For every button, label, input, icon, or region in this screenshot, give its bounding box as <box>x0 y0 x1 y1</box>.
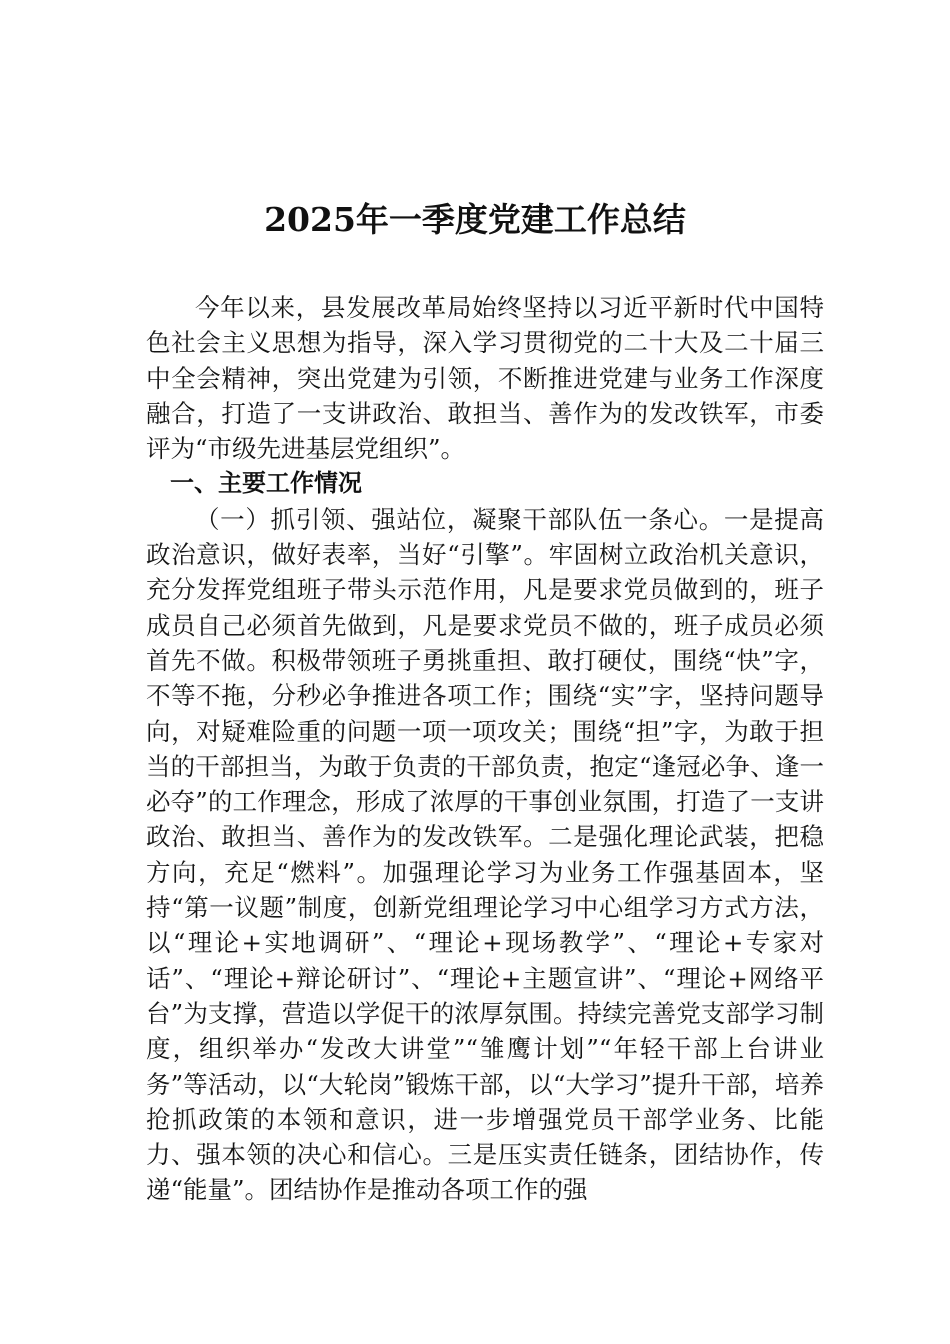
document-title: 2025年一季度党建工作总结 <box>264 200 686 239</box>
document-body <box>146 290 824 1208</box>
section-heading: 一、主要工作情况 <box>170 469 362 498</box>
subsection-paragraph: （一）抓引领、强站位，凝聚干部队伍一条心。一是提高政治意识，做好表率，当好“引擎”。牢固树立政治机关意识，充分发挥党组班子带头示范作用，凡是要求党员做到的，班子成员自己必须首先做到，凡是要求党员不做的，班子成员必须首先不做。积极带领班子勇挑重担、敢打硬仗，围绕“快”字，不等不拖，分秒必争推进各项工作；围绕“实”字，坚持问题导向，对疑难险重的问题一项一项攻关；围绕“担”字，为敢于担当的干部担当，为敢于负责的干部负责，抱定“逢冠必争、逢一必夺”的工作理念，形成了浓厚的干事创业氛围，打造了一支讲政治、敢担当、善作为的发改铁军。二是强化理论武装，把稳方向，充足“燃料”。加强理论学习为业务工作强基固本，坚持“第一议题”制度，创新党组理论学习中心组学习方式方法，以“理论+实地调研”、“理论+现场教学”、“理论+专家对话”、“理论+辩论研讨”、“理论+主题宣讲”、“理论+网络平台”为支撑，营造以学促干的浓厚氛围。持续完善党支部学习制度，组织举办“发改大讲堂”“雏鹰计划”“年轻干部上台讲业务”等活动，以“大轮岗”锻炼干部，以“大学习”提升干部，培养抢抓政策的本领和意识，进一步增强党员干部学业务、比能力、强本领的决心和信心。三是压实责任链条，团结协作，传递“能量”。团结协作是推动各项工作的强 <box>146 504 824 1205</box>
intro-paragraph: 今年以来，县发展改革局始终坚持以习近平新时代中国特色社会主义思想为指导，深入学习贯彻党的二十大及二十届三中全会精神，突出党建为引领，不断推进党建与业务工作深度融合，打造了一支讲政治、敢担当、善作为的发改铁军，市委评为“市级先进基层党组织”。 <box>146 293 824 464</box>
